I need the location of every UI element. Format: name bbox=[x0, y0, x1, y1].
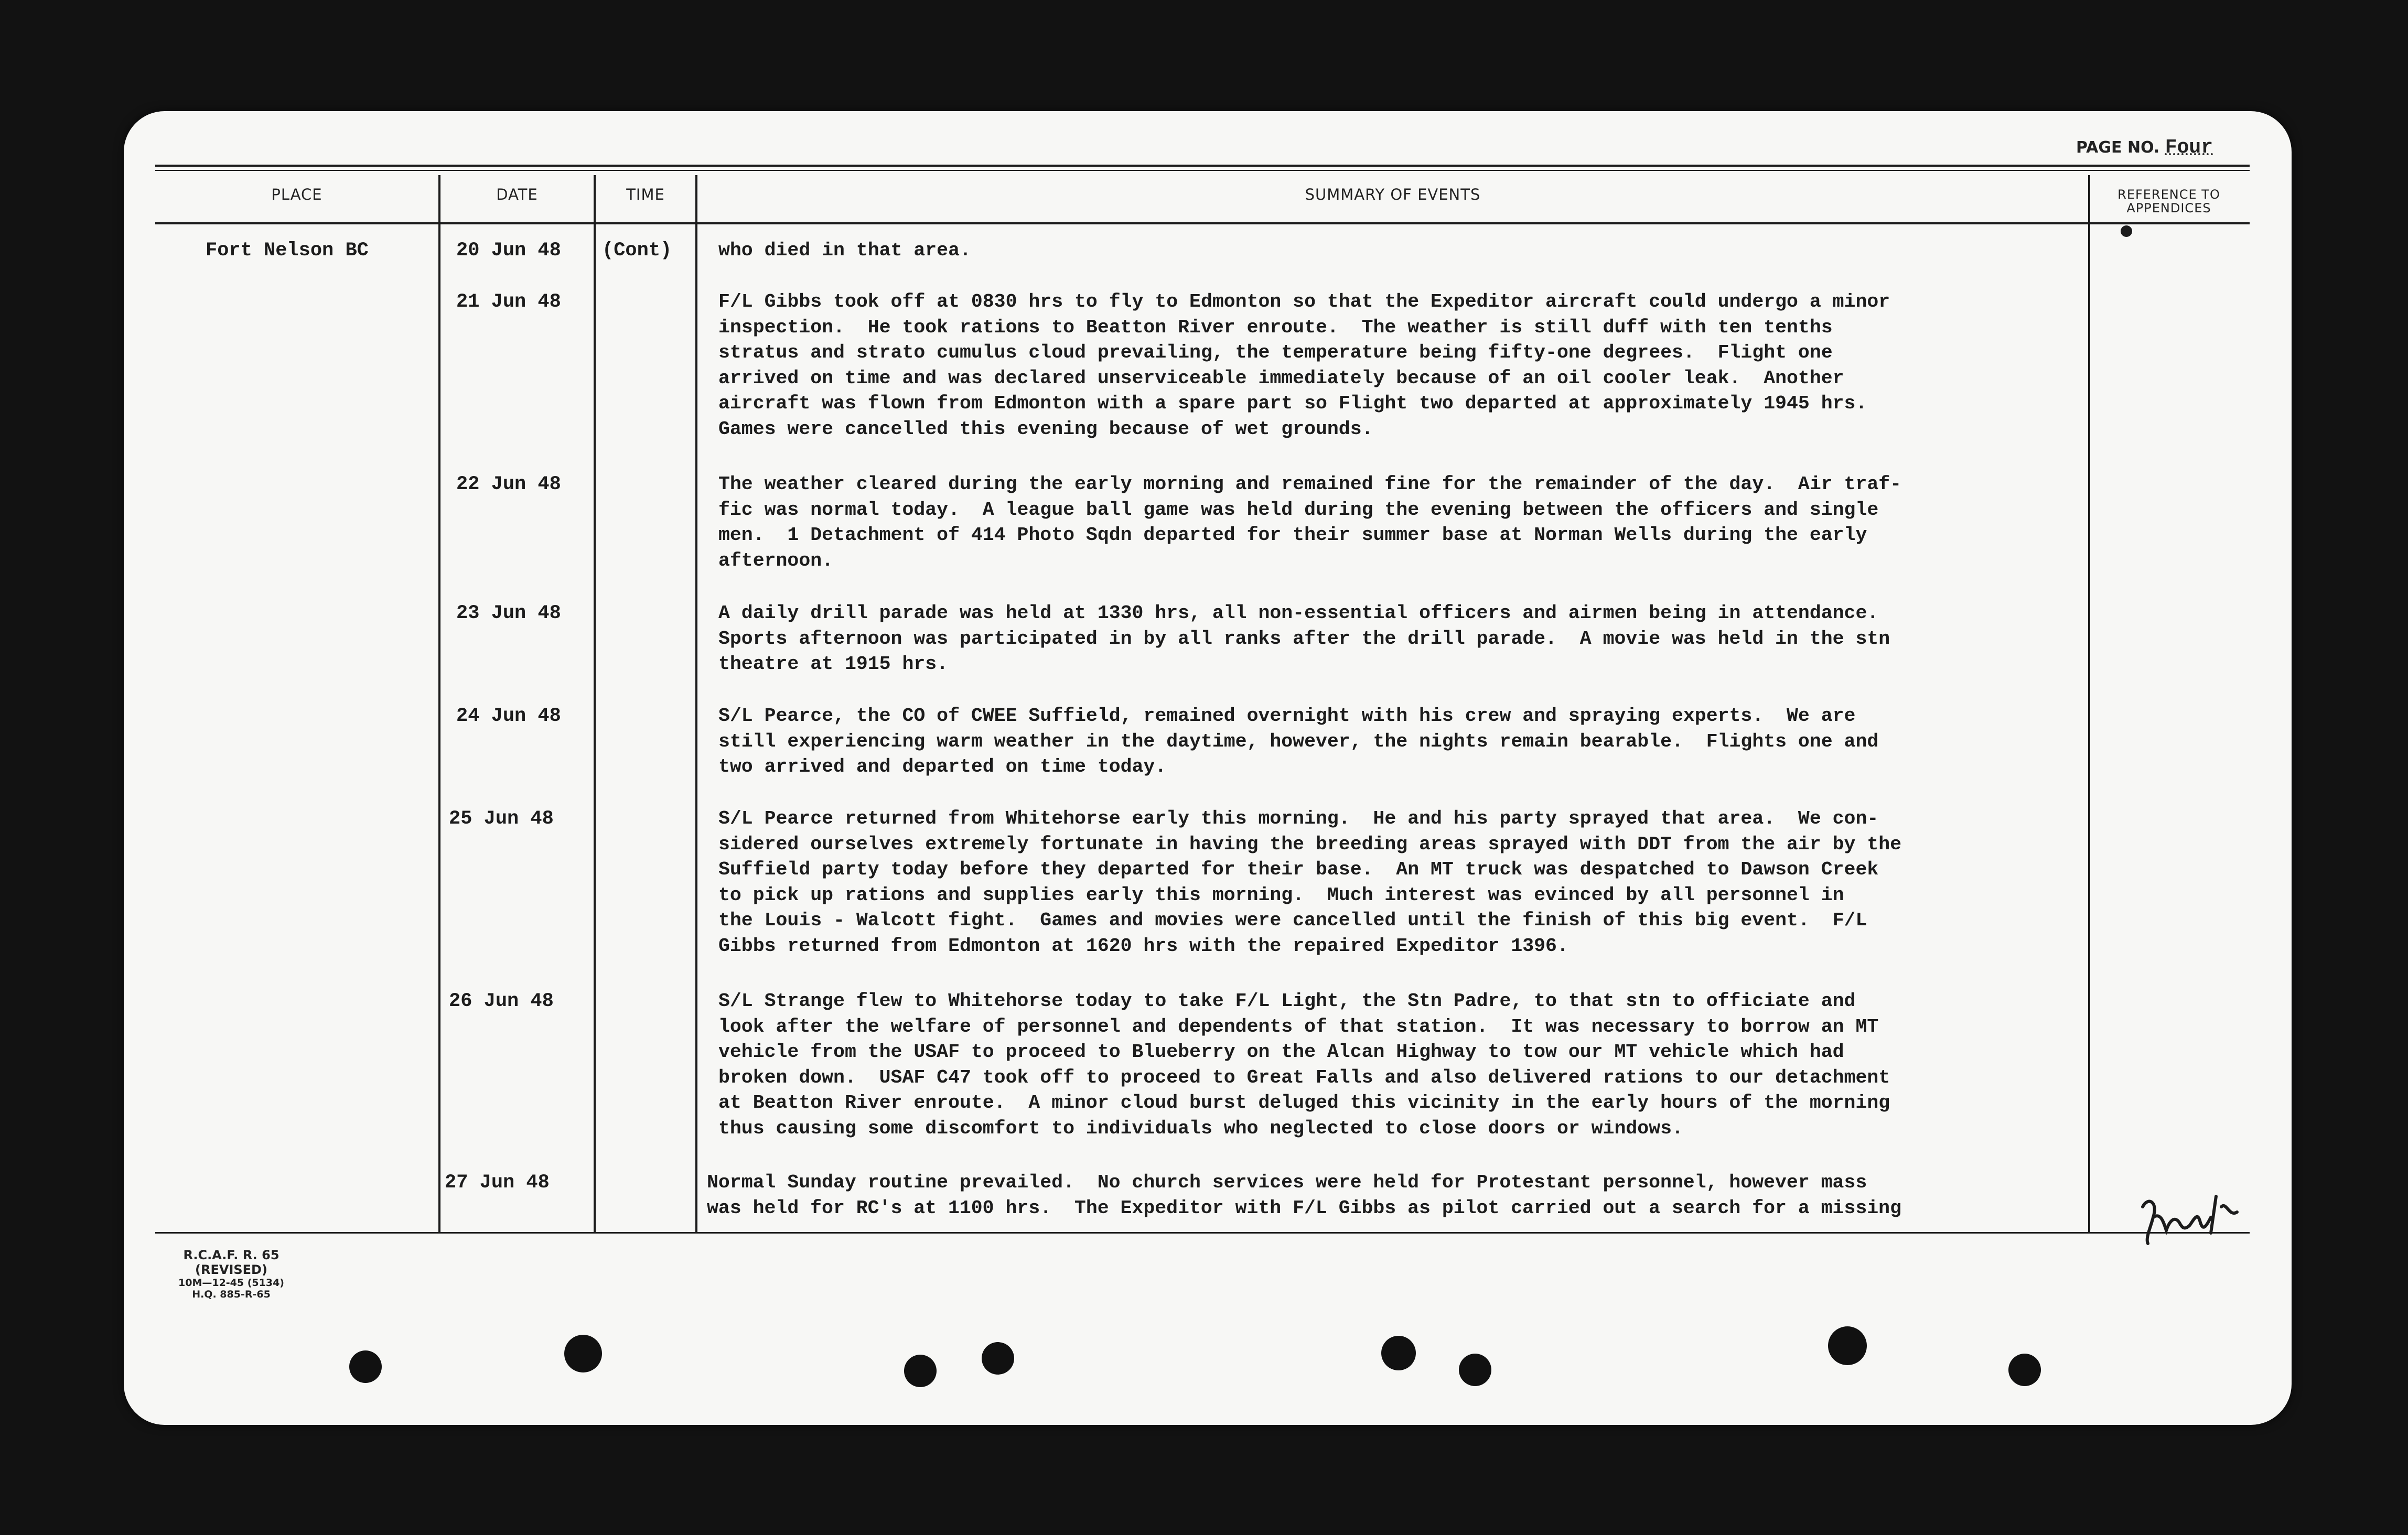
handwritten-initials bbox=[2137, 1186, 2253, 1249]
summary-line: sidered ourselves extremely fortunate in having the breeding areas sprayed with DDT from the air by the bbox=[718, 833, 1902, 855]
summary-line: Suffield party today before they departed for their base. An MT truck was despatched to Dawson Creek bbox=[718, 859, 1879, 880]
divider-place-date bbox=[438, 175, 440, 1232]
place-value: Fort Nelson BC bbox=[206, 240, 369, 262]
summary-line: was held for RC's at 1100 hrs. The Expeditor with F/L Gibbs as pilot carried out a search for a missing bbox=[707, 1197, 1901, 1219]
header-place: PLACE bbox=[271, 186, 322, 203]
form-id bbox=[155, 1248, 307, 1300]
summary-line: Sports afternoon was participated in by all ranks after the drill parade. A movie was held in the stn bbox=[718, 628, 1890, 650]
top-rule-thin bbox=[155, 170, 2250, 171]
summary-line: stratus and strato cumulus cloud prevailing, the temperature being fifty-one degrees. Flight one bbox=[718, 342, 1833, 363]
summary-line: Normal Sunday routine prevailed. No church services were held for Protestant personnel, however mass bbox=[707, 1172, 1867, 1193]
summary-line: inspection. He took rations to Beatton River enroute. The weather is still duff with ten tenths bbox=[718, 316, 1833, 338]
form-id-line1: R.C.A.F. R. 65 (REVISED) bbox=[183, 1248, 280, 1277]
page-number-value: Four bbox=[2165, 136, 2213, 159]
summary-line: aircraft was flown from Edmonton with a spare part so Flight two departed at approximately 1945 hrs. bbox=[718, 393, 1867, 414]
entry-summary bbox=[718, 806, 2103, 959]
divider-time-summary bbox=[695, 175, 697, 1232]
summary-line: vehicle from the USAF to proceed to Blueberry on the Alcan Highway to tow our MT vehicle which had bbox=[718, 1041, 1844, 1063]
summary-line: the Louis - Walcott fight. Games and movies were cancelled until the finish of this big event. F/L bbox=[718, 910, 1867, 931]
header-time: TIME bbox=[626, 186, 665, 203]
summary-line: F/L Gibbs took off at 0830 hrs to fly to Edmonton so that the Expeditor aircraft could undergo a minor bbox=[718, 291, 1890, 312]
entry-summary bbox=[718, 704, 2103, 780]
header-date: DATE bbox=[496, 186, 538, 203]
top-rule bbox=[155, 165, 2250, 167]
page-number-label: PAGE NO. bbox=[2076, 138, 2160, 157]
header-reference-line1: REFERENCE TO bbox=[2117, 187, 2220, 202]
header-rule bbox=[155, 222, 2250, 224]
summary-line: S/L Pearce returned from Whitehorse early this morning. He and his party sprayed that area. We con- bbox=[718, 808, 1879, 829]
header-reference-line2: APPENDICES bbox=[2126, 201, 2211, 215]
summary-line: Gibbs returned from Edmonton at 1620 hrs with the repaired Expeditor 1396. bbox=[718, 935, 1568, 957]
entry-date: 20 Jun 48 bbox=[456, 240, 561, 262]
entry-date: 23 Jun 48 bbox=[456, 602, 561, 624]
binder-hole bbox=[904, 1355, 937, 1387]
summary-line: look after the welfare of personnel and dependents of that station. It was necessary to borrow an MT bbox=[718, 1015, 1879, 1037]
summary-line: S/L Strange flew to Whitehorse today to take F/L Light, the Stn Padre, to that stn to officiate and bbox=[718, 990, 1856, 1012]
binder-hole bbox=[1381, 1336, 1416, 1370]
binder-hole bbox=[982, 1342, 1014, 1375]
time-value: (Cont) bbox=[602, 240, 672, 262]
entry-summary bbox=[718, 472, 2103, 574]
entry-date: 27 Jun 48 bbox=[445, 1172, 550, 1194]
binder-hole bbox=[1828, 1326, 1867, 1365]
form-id-line2: 10M—12-45 (5134) bbox=[178, 1277, 284, 1289]
summary-line: A daily drill parade was held at 1330 hrs, all non-essential officers and airmen being in attendance. bbox=[718, 602, 1879, 624]
summary-line: two arrived and departed on time today. bbox=[718, 756, 1167, 777]
divider-date-time bbox=[594, 175, 596, 1232]
summary-line: thus causing some discomfort to individuals who neglected to close doors or windows. bbox=[718, 1117, 1683, 1139]
summary-line: theatre at 1915 hrs. bbox=[718, 653, 949, 675]
bottom-rule bbox=[155, 1232, 2250, 1234]
entry-summary bbox=[718, 989, 2103, 1141]
summary-line: still experiencing warm weather in the daytime, however, the nights remain bearable. Flights one and bbox=[718, 730, 1879, 752]
entry-summary bbox=[718, 289, 2103, 442]
page-number bbox=[2076, 136, 2213, 159]
entry-date: 21 Jun 48 bbox=[456, 291, 561, 313]
summary-line: Games were cancelled this evening because of wet grounds. bbox=[718, 418, 1373, 440]
summary-line: broken down. USAF C47 took off to proceed to Great Falls and also delivered rations to our detachment bbox=[718, 1066, 1890, 1088]
summary-line: The weather cleared during the early morning and remained fine for the remainder of the day. Air traf- bbox=[718, 473, 1902, 495]
entry-summary bbox=[707, 1170, 2091, 1221]
binder-hole bbox=[349, 1350, 382, 1383]
summary-line: S/L Pearce, the CO of CWEE Suffield, remained overnight with his crew and spraying experts. We are bbox=[718, 705, 1856, 727]
header-reference bbox=[2090, 188, 2248, 215]
header-summary: SUMMARY OF EVENTS bbox=[1305, 186, 1481, 203]
summary-line: who died in that area. bbox=[718, 240, 971, 261]
binder-hole bbox=[2008, 1354, 2041, 1386]
binder-hole bbox=[564, 1335, 602, 1372]
form-id-line3: H.Q. 885-R-65 bbox=[192, 1289, 271, 1300]
summary-line: afternoon. bbox=[718, 549, 834, 571]
binder-hole bbox=[1459, 1354, 1491, 1386]
summary-line: fic was normal today. A league ball game was held during the evening between the officers and single bbox=[718, 499, 1879, 521]
summary-line: arrived on time and was declared unserviceable immediately because of an oil cooler leak. Another bbox=[718, 367, 1844, 389]
entry-date: 22 Jun 48 bbox=[456, 473, 561, 495]
entry-date: 25 Jun 48 bbox=[449, 808, 554, 830]
entry-date: 26 Jun 48 bbox=[449, 990, 554, 1012]
entry-summary bbox=[718, 238, 2103, 264]
diary-page bbox=[124, 111, 2292, 1425]
summary-line: to pick up rations and supplies early this morning. Much interest was evinced by all personnel in bbox=[718, 884, 1844, 906]
entry-date: 24 Jun 48 bbox=[456, 705, 561, 727]
reference-mark bbox=[2121, 225, 2132, 237]
summary-line: at Beatton River enroute. A minor cloud burst deluged this vicinity in the early hours of the morning bbox=[718, 1092, 1890, 1114]
summary-line: men. 1 Detachment of 414 Photo Sqdn departed for their summer base at Norman Wells during the early bbox=[718, 524, 1867, 546]
entry-summary bbox=[718, 601, 2103, 677]
